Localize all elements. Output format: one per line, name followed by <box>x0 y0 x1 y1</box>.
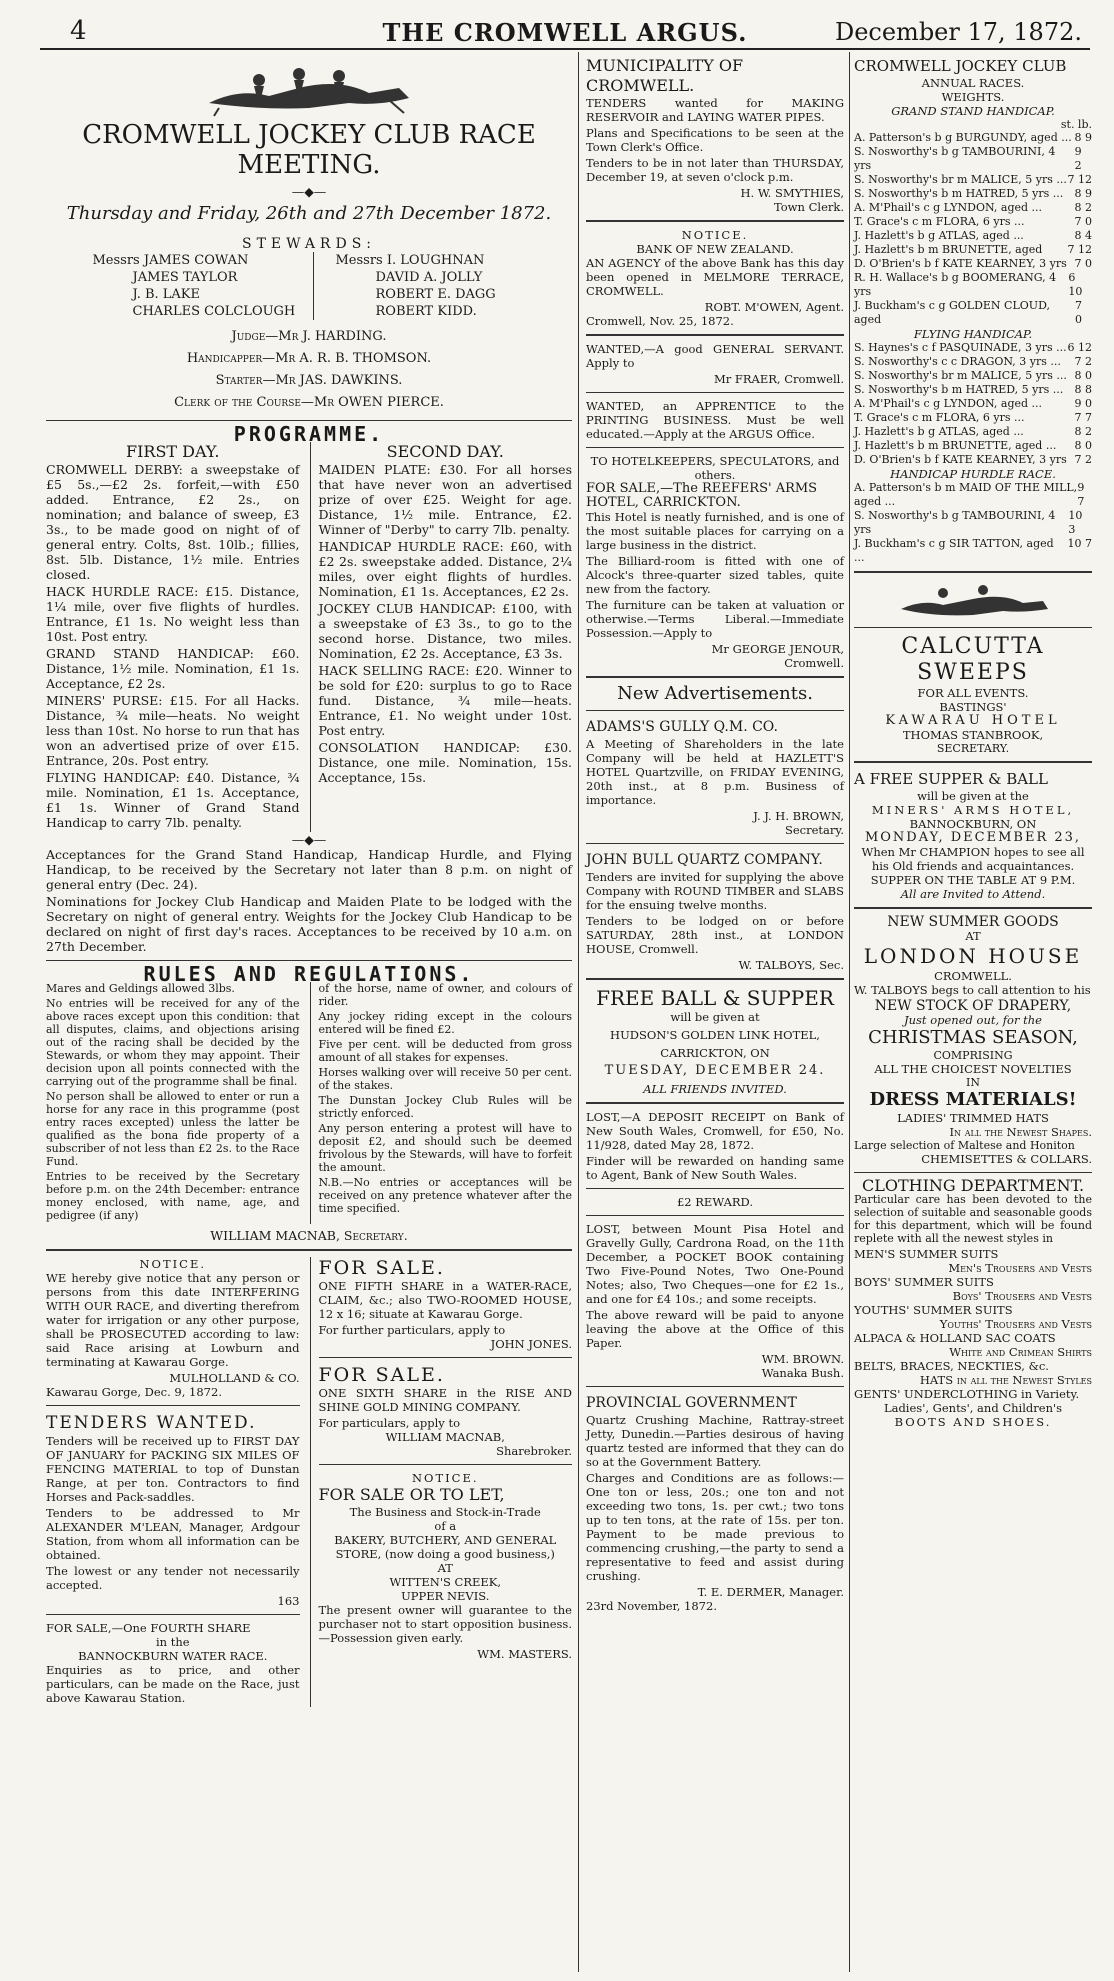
weight-value: 7 7 <box>1074 411 1092 424</box>
advertisements-column: MUNICIPALITY OF CROMWELL. TENDERS wanted for MAKING RESERVOIR and LAYING WATER PIPES. Plans and Specifications to be seen at the Town Clerk's Office. Tenders to be in not later than THURSDAY, December 19, at seven o'clock p.m. H. W. SMYTHIES, Town Clerk. NOTICE. BANK OF NEW ZEALAND. AN AGENCY of the above Bank has this day been opened in MELMORE TERRACE, CROMWELL. ROBT. M'OWEN, Agent. Cromwell, Nov. 25, 1872. WANTED,—A good GENERAL SERVANT. Apply to Mr FRAER, Cromwell. WANTED, an APPRENTICE to the PRINTING BUSINESS. Must be well educated.—Apply at the ARGUS Office. TO HOTELKEEPERS, SPECULATORS, and others. FOR SALE,—The REEFERS' ARMS HOTEL, CARRICKTON. This Hotel is neatly furnished, and is one of the most suitable places for carrying on a large business in the district. The Billiard-room is fitted with one of Alcock's three-quarter sized tables, quite new from the factory. The furniture can be taken at valuation or otherwise.—Terms Liberal.—Immediate Possession.—Apply to Mr GEORGE JENOUR, Cromwell. New Advertisements. ADAMS'S GULLY Q.M. CO. A Meeting of Shareholders in the late Company will be held at HAZLETT'S HOTEL Quartzville, on FRIDAY EVENING, 20th inst., at 8 p.m. Business of importance. J. J. H. BROWN, Secretary. JOHN BULL QUARTZ COMPANY. Tenders are invited for supplying the above Company with ROUND TIMBER and SLABS for the ensuing twelve months. Tenders to be lodged on or before SATURDAY, 28th inst., at LONDON HOUSE, Cromwell. W. TALBOYS, Sec. FREE BALL & SUPPER will be given at HUDSON'S GOLDEN LINK HOTEL, CARRICKTON, ON TUESDAY, DECEMBER 24. ALL FRIENDS INVITED. LOST,—A DEPOSIT RECEIPT on Bank of New South Wales, Cromwell, for £50, No. 11/928, dated May 28, 1872. Finder will be rewarded on handing same to Agent, Bank of New South Wales. £2 REWARD. LOST, between Mount Pisa Hotel and Gravelly Gully, Cardrona Road, on the 11th December, a POCKET BOOK containing Two Five-Pound Notes, Two One-Pound Notes; also, Two Cheques—one for £2 1s., and one for £4 10s.; and some receipts. The above reward will be paid to anyone leaving the above at the Office of this Paper. WM. BROWN. Wanaka Bush. PROVINCIAL GOVERNMENT Quartz Crushing Machine, Rattray-street Jetty, Dunedin.—Parties desirous of having quartz tested are informed that they can do so at the Government Battery. Charges and Conditions are as follows:—One ton or less, 20s.; one ton and not exceeding two tons, 1s. per cwt.; two tons up to ten tons, at the rate of 15s. per ton. Payment to be made previous to commencing crushing,—the party to send a representative to feed and assist during crushing. T. E. DERMER, Manager. 23rd November, 1872. <box>586 56 844 1613</box>
programme-heading: PROGRAMME. <box>233 422 385 446</box>
rules-heading: RULES AND REGULATIONS. <box>143 962 475 986</box>
for-sale-title: FOR SALE. <box>318 1364 445 1386</box>
sale-or-let-title: FOR SALE OR TO LET, <box>318 1485 505 1504</box>
lost-receipt: LOST,—A DEPOSIT RECEIPT on Bank of New South Wales, Cromwell, for £50, No. 11/928, dated May 28, 1872. <box>586 1110 844 1152</box>
notice-title: NOTICE. <box>139 1257 207 1271</box>
christmas-season: CHRISTMAS SEASON, <box>868 1027 1078 1048</box>
horse-entry: J. Hazlett's b m BRUNETTE, aged <box>854 243 1043 256</box>
weight-row <box>854 537 1092 565</box>
weight-value: 8 2 <box>1074 201 1092 214</box>
weight-row <box>854 509 1092 537</box>
weight-value: 7 12 <box>1067 173 1092 186</box>
weight-value: 9 7 <box>1077 481 1085 508</box>
weight-value: 8 9 <box>1074 131 1092 144</box>
weight-value: 7 12 <box>1067 243 1092 256</box>
lost-pocket-book: LOST, between Mount Pisa Hotel and Gravelly Gully, Cardrona Road, on the 11th December, a POCKET BOOK containing Two Five-Pound Notes, Two One-Pound Notes; also, Two Cheques—one for £2 1s., and one for £4 10s.; and some receipts. <box>586 1222 844 1306</box>
weight-value: 8 0 <box>1074 369 1092 382</box>
horse-entry: T. Grace's c m FLORA, 6 yrs ... <box>854 411 1025 424</box>
wanted-apprentice: WANTED, an APPRENTICE to the PRINTING BUSINESS. Must be well educated.—Apply at the ARGUS Office. <box>586 399 844 441</box>
column-rule <box>849 52 850 1972</box>
wanted-servant: WANTED,—A good GENERAL SERVANT. Apply to <box>586 342 844 370</box>
programme-days <box>46 442 572 832</box>
weight-value: 9 0 <box>1074 397 1092 410</box>
weight-value: 7 0 <box>1074 257 1092 270</box>
dress-materials: DRESS MATERIALS! <box>869 1089 1077 1110</box>
weight-value: 8 2 <box>1074 425 1092 438</box>
horse-entry: A. Patterson's b m MAID OF THE MILL, aged ... <box>854 481 1078 508</box>
race-item: CONSOLATION HANDICAP: £30. Distance, one mile. Nomination, 15s. Acceptance, 15s. <box>318 740 572 785</box>
weight-value: 8 8 <box>1074 383 1092 396</box>
horse-entry: J. Hazlett's b g ATLAS, aged ... <box>854 229 1024 242</box>
weight-row <box>854 453 1092 467</box>
issue-date: December 17, 1872. <box>834 18 1082 46</box>
bank-name: BANK OF NEW ZEALAND. <box>636 242 794 256</box>
second-day-heading: SECOND DAY. <box>386 442 504 461</box>
new-advertisements-heading: New Advertisements. <box>617 683 813 704</box>
fourth-share-title: FOR SALE,—One FOURTH SHARE <box>46 1621 251 1635</box>
weight-row <box>854 299 1092 327</box>
horse-entry: S. Nosworthy's b g TAMBOURINI, 4 yrs <box>854 509 1056 536</box>
weight-row <box>854 145 1092 173</box>
horse-entry: S. Nosworthy's b m HATRED, 5 yrs ... <box>854 187 1064 200</box>
column-rule <box>578 52 579 1972</box>
weight-value: 8 0 <box>1074 439 1092 452</box>
newspaper-title: THE CROMWELL ARGUS. <box>382 18 748 47</box>
horse-entry: J. Hazlett's b g ATLAS, aged ... <box>854 425 1024 438</box>
horse-entry: S. Haynes's c f PASQUINADE, 3 yrs ... <box>854 341 1067 354</box>
weight-row <box>854 215 1092 229</box>
race-meeting-title: CROMWELL JOCKEY CLUB RACE MEETING. <box>82 120 536 180</box>
weight-row <box>854 369 1092 383</box>
lower-ads: NOTICE. WE hereby give notice that any person or persons from this date INTERFERING WITH OUR RACE, and diverting therefrom water for irrigation or any other purpose, shall be PROSECUTED according to law: said Race arising at Lowburn and terminating at Kawarau Gorge. MULHOLLAND & CO. Kawarau Gorge, Dec. 9, 1872. TENDERS WANTED. Tenders will be received up to FIRST DAY OF JANUARY for PACKING SIX MILES OF FENCING MATERIAL to top of Dunstan Range, at per ton. Contractors to find Horses and Pack-saddles. Tenders to be addressed to Mr ALEXANDER M'LEAN, Manager, Ardgour Station, from whom all information can be obtained. The lowest or any tender not necessarily accepted. 163 FOR SALE,—One FOURTH SHARE in the BANNOCKBURN WATER RACE. Enquiries as to price, and other particulars, can be made on the Race, just above Kawarau Station. FOR SALE. ONE FIFTH SHARE in a WATER-RACE, CLAIM, &c.; also TWO-ROOMED HOUSE, 12 x 16; situate at Kawarau Gorge. For further particulars, apply to JOHN JONES. FOR SALE. ONE SIXTH SHARE in the RISE AND SHINE GOLD MINING COMPANY. For particulars, apply to WILLIAM MACNAB, Sharebroker. NOTICE. FOR SALE OR TO LET, The Business and Stock-in-Trade of a BAKERY, BUTCHERY, AND GENERAL STORE, (now doing a good business,) AT WITTEN'S CREEK, UPPER NEVIS. The present owner will guarantee to the purchaser not to start opposition business.—Possession given early. WM. MASTERS. <box>46 1257 572 1705</box>
stewards-list: Messrs JAMES COWAN JAMES TAYLOR J. B. LAKE CHARLES COLCLOUGH Messrs I. LOUGHNAN DAVID A. JOLLY ROBERT E. DAGG ROBERT KIDD. <box>46 252 572 320</box>
weight-row <box>854 355 1092 369</box>
horse-entry: A. M'Phail's c g LYNDON, aged ... <box>854 397 1043 410</box>
calcutta-title: CALCUTTA SWEEPS <box>901 634 1045 685</box>
weights-and-drapery-column: CROMWELL JOCKEY CLUB ANNUAL RACES. WEIGHTS. GRAND STAND HANDICAP. st. lb. A. Patterson's b g BURGUNDY, aged ... 8 9 S. Nosworthy's b g TAMBOURINI, 4 yrs 9 2 S. Nosworthy's br m MALICE, 5 yrs ... 7 12 S. Nosworthy's b m HATRED, 5 yrs ... 8 9 A. M'Phail's c g LYNDON, aged ... 8 2 T. Grace's c m FLORA, 6 yrs ... 7 0 J. Hazlett's b g ATLAS, aged ... 8 4 J. Hazlett's b m BRUNETTE, aged 7 12 D. O'Brien's b f KATE KEARNEY, 3 yrs 7 0 R. H. Wallace's b g BOOMERANG, 4 yrs 6 10 J. Buckham's c g GOLDEN CLOUD, aged 7 0 FLYING HANDICAP. S. Haynes's c f PASQUINADE, 3 yrs ... 6 12 S. Nosworthy's c c DRAGON, 3 yrs ... 7 2 S. Nosworthy's br m MALICE, 5 yrs ... 8 0 S. Nosworthy's b m HATRED, 5 yrs ... 8 8 A. M'Phail's c g LYNDON, aged ... 9 0 T. Grace's c m FLORA, 6 yrs ... 7 7 J. Hazlett's b g ATLAS, aged ... 8 2 J. Hazlett's b m BRUNETTE, aged ... 8 0 D. O'Brien's b f KATE KEARNEY, 3 yrs 7 2 HANDICAP HURDLE RACE. A. Patterson's b m MAID OF THE MILL, aged ... 9 7 S. Nosworthy's b g TAMBOURINI, 4 yrs 10 3 J. Buckham's c g SIR TATTON, aged ... 10 7 CALCUTTA SWEEPS FOR ALL EVENTS. BASTINGS' KAWARAU HOTEL THOMAS STANBROOK, SECRETARY. A FREE SUPPER & BALL will be given at the MINERS' ARMS HOTEL, BANNOCKBURN, ON MONDAY, DECEMBER 23, When Mr CHAMPION hopes to see all his Old friends and acquaintances. SUPPER ON THE TABLE AT 9 P.M. All are Invited to Attend. NEW SUMMER GOODS AT LONDON HOUSE CROMWELL. W. TALBOYS begs to call attention to his NEW STOCK OF DRAPERY, Just opened out, for the CHRISTMAS SEASON, COMPRISING ALL THE CHOICEST NOVELTIES IN DRESS MATERIALS! LADIES' TRIMMED HATS In all the Newest Shapes. Large selection of Maltese and Honiton CHEMISETTES & COLLARS. CLOTHING DEPARTMENT. Particular care has been devoted to the selection of suitable and seasonable goods for this department, which will be found replete with all the newest styles in MEN'S SUMMER SUITS Men's Trousers and Vests BOYS' SUMMER SUITS Boys' Trousers and Vests YOUTHS' SUMMER SUITS Youths' Trousers and Vests ALPACA & HOLLAND SAC COATS White and Crimean Shirts BELTS, BRACES, NECKTIES, &c. HATS in all the Newest Styles GENTS' UNDERCLOTHING in Variety. Ladies', Gents', and Children's BOOTS AND SHOES. <box>854 57 1093 1429</box>
weight-row <box>854 397 1092 411</box>
weight-row <box>854 229 1092 243</box>
weight-value: 9 2 <box>1074 145 1082 172</box>
horse-entry: D. O'Brien's b f KATE KEARNEY, 3 yrs <box>854 257 1067 270</box>
race-item: HACK HURDLE RACE: £15. Distance, 1¼ mile, over five flights of hurdles. Entrance, £1 1s. No weight less than 10st. Post entry. <box>46 584 300 644</box>
weight-row <box>854 131 1092 145</box>
weight-value: 10 7 <box>1067 537 1093 550</box>
race-officials: Judge—Mr J. HARDING. Handicapper—Mr A. R. B. THOMSON. Starter—Mr JAS. DAWKINS. Clerk of the Course—Mr OWEN PIERCE. <box>174 329 444 410</box>
stewards-heading: STEWARDS: <box>241 236 377 252</box>
hotel-for-sale-title: FOR SALE,—The REEFERS' ARMS HOTEL, CARRICKTON. <box>586 481 818 510</box>
race-item: GRAND STAND HANDICAP: £60. Distance, 1½ mile. Nomination, £1 1s. Acceptance, £2 2s. <box>46 646 300 691</box>
weight-value: 7 0 <box>1074 215 1092 228</box>
grand-stand-heading: GRAND STAND HANDICAP. <box>891 104 1055 118</box>
free-ball-title: FREE BALL & SUPPER <box>596 986 834 1010</box>
rules-columns: Mares and Geldings allowed 3lbs. No entries will be received for any of the above races except upon this condition: that all disputes, claims, and objections arising out of the racing shall be decided by the Stewards, or whom they may appoint. Their decision upon all points connected with the carrying out of the programme shall be final. No person shall be allowed to enter or run a horse for any race in this programme (post entry races excepted) unless the latter be qualified as the bona fide property of a subscriber of not less than £2 2s. to the Race Fund. Entries to be received by the Secretary before p.m. on the 24th December: entrance money enclosed, with name, age, and pedigree (if any) of the horse, name of owner, and colours of rider. Any jockey riding except in the colours entered will be fined £2. Five per cent. will be deducted from gross amount of all stakes for expenses. Horses walking over will receive 50 per cent. of the stakes. The Dunstan Jockey Club Rules will be strictly enforced. Any person entering a protest will have to deposit £2, and should such be deemed frivolous by the Stewards, will have to forfeit the amount. N.B.—No entries or acceptances will be received on any pretence whatever after the time specified. <box>46 982 572 1222</box>
hurdle-heading: HANDICAP HURDLE RACE. <box>890 467 1056 481</box>
horse-entry: J. Hazlett's b m BRUNETTE, aged ... <box>854 439 1057 452</box>
weight-row <box>854 481 1092 509</box>
free-supper-title: A FREE SUPPER & BALL <box>854 770 1048 788</box>
weight-row <box>854 173 1092 187</box>
acceptances-note: Acceptances for the Grand Stand Handicap, Handicap Hurdle, and Flying Handicap, to be received by the Secretary not later than 8 p.m. on night of general entry (Dec. 24). <box>46 847 572 892</box>
race-meeting-column: CROMWELL JOCKEY CLUB RACE MEETING. —◆— Thursday and Friday, 26th and 27th December 1872. STEWARDS: Messrs JAMES COWAN JAMES TAYLOR J. B. LAKE CHARLES COLCLOUGH Messrs I. LOUGHNAN DAVID A. JOLLY ROBERT E. DAGG ROBERT KIDD. Judge—Mr J. HARDING. Handicapper—Mr A. R. B. THOMSON. Starter—Mr JAS. DAWKINS. Clerk of the Course—Mr OWEN PIERCE. PROGRAMME. FIRST DAY. CROMWELL DERBY: a sweepstake of £5 5s.,—£2 2s. forfeit,—with £50 added. Entrance, £2 2s., on nomination; and balance of sweep, £3 3s., to be made good on night of of general entry. Colts, 8st. 10lb.; fillies, 8st. 5lb. Distance, 1½ mile. Entries closed. HACK HURDLE RACE: £15. Distance, 1¼ mile, over five flights of hurdles. Entrance, £1 1s. No weight less than 10st. Post entry. GRAND STAND HANDICAP: £60. Distance, 1½ mile. Nomination, £1 1s. Acceptance, £2 2s. MINERS' PURSE: £15. For all Hacks. Distance, ¾ mile—heats. No weight less than 10st. No horse to run that has won an advertised prize of over £15. Entrance, 20s. Post entry. FLYING HANDICAP: £40. Distance, ¾ mile. Nomination, £1 1s. Acceptance, £1 1s. Winner of Grand Stand Handicap to carry 7lb. penalty. SECOND DAY. MAIDEN PLATE: £30. For all horses that have never won an advertised prize of over £25. Weight for age. Distance, 1½ mile. Entrance, £2. Winner of "Derby" to carry 7lb. penalty. HANDICAP HURDLE RACE: £60, with £2 2s. sweepstake added. Distance, 2¼ miles, over eight flights of hurdles. Nomination, £1 1s. Acceptances, £2 2s. JOCKEY CLUB HANDICAP: £100, with a sweepstake of £3 3s., to go to the second horse. Distance, two miles. Nomination, £2 2s. Acceptance, £3 3s. HACK SELLING RACE: £20. Winner to be sold for £20: surplus to go to Race fund. Distance, ¾ mile—heats. Entrance, £1. No weight under 10st. Post entry. CONSOLATION HANDICAP: £30. Distance, one mile. Nomination, 15s. Acceptance, 15s. —◆— Acceptances for the Grand Stand Handicap, Handicap Hurdle, and Flying Handicap, to be received by the Secretary not later than 8 p.m. on night of general entry (Dec. 24). Nominations for Jockey Club Handicap and Maiden Plate to be lodged with the Secretary on night of general entry. Weights for the Jockey Club Handicap to be declared on night of first day's races. Acceptances to be received by 10 a.m. on 27th December. RULES AND REGULATIONS. Mares and Geldings allowed 3lbs. No entries will be received for any of the above races except upon this condition: that all disputes, claims, and objections arising out of the racing shall be decided by the Stewards, or whom they may appoint. Their decision upon all points connected with the carrying out of the programme shall be final. No person shall be allowed to enter or run a horse for any race in this programme (post entry races excepted) unless the latter be qualified as the bona fide property of a subscriber of not less than £2 2s. to the Race Fund. Entries to be received by the Secretary before p.m. on the 24th December: entrance money enclosed, with name, age, and pedigree (if any) of the horse, name of owner, and colours of rider. Any jockey riding except in the colours entered will be fined £2. Five per cent. will be deducted from gross amount of all stakes for expenses. Horses walking over will receive 50 per cent. of the stakes. The Dunstan Jockey Club Rules will be strictly enforced. Any person entering a protest will have to deposit £2, and should such be deemed frivolous by the Stewards, will have to forfeit the amount. N.B.—No entries or acceptances will be received on any pretence whatever after the time specified. WILLIAM MACNAB, Secretary. NOTICE. WE hereby give notice that any person or persons from this date INTERFERING WITH OUR RACE, and diverting therefrom water for irrigation or any other purpose, shall be PROSECUTED according to law: said Race arising at Lowburn and terminating at Kawarau Gorge. MULHOLLAND & CO. Kawarau Gorge, Dec. 9, 1872. TENDERS WANTED. Tenders will be received up to FIRST DAY OF JANUARY for PACKING SIX MILES OF FENCING MATERIAL to top of Dunstan Range, at per ton. Contractors to find Horses and Pack-saddles. Tenders to be addressed to Mr ALEXANDER M'LEAN, Manager, Ardgour Station, from whom all information can be obtained. The lowest or any tender not necessarily accepted. 163 FOR SALE,—One FOURTH SHARE in the BANNOCKBURN WATER RACE. Enquiries as to price, and other particulars, can be made on the Race, just above Kawarau Station. FOR SALE. ONE FIFTH SHARE in a WATER-RACE, CLAIM, &c.; also TWO-ROOMED HOUSE, 12 x 16; situate at Kawarau Gorge. For further particulars, apply to JOHN JONES. FOR SALE. ONE SIXTH SHARE in the RISE AND SHINE GOLD MINING COMPANY. For particulars, apply to WILLIAM MACNAB, Sharebroker. NOTICE. FOR SALE OR TO LET, The Business and Stock-in-Trade of a BAKERY, BUTCHERY, AND GENERAL STORE, (now doing a good business,) AT WITTEN'S CREEK, UPPER NEVIS. The present owner will guarantee to the purchaser not to start opposition business.—Possession given early. WM. MASTERS. <box>46 56 572 1707</box>
weight-value: 7 0 <box>1074 299 1082 326</box>
hurdle-weights <box>854 481 1092 565</box>
weight-value: 8 9 <box>1074 187 1092 200</box>
weight-value: 7 2 <box>1074 453 1092 466</box>
horse-entry: S. Nosworthy's b g TAMBOURINI, 4 yrs <box>854 145 1056 172</box>
nominations-note: Nominations for Jockey Club Handicap and Maiden Plate to be lodged with the Secretary on night of general entry. Weights for the Jockey Club Handicap to be declared on night of first day's races. Acceptances to be received by 10 a.m. on 27th December. <box>46 894 572 954</box>
weight-row <box>854 243 1092 257</box>
horse-entry: J. Buckham's c g GOLDEN CLOUD, aged <box>854 299 1050 326</box>
provincial-government-title: PROVINCIAL GOVERNMENT <box>586 1395 797 1411</box>
horse-entry: A. M'Phail's c g LYNDON, aged ... <box>854 201 1043 214</box>
flying-heading: FLYING HANDICAP. <box>913 327 1033 341</box>
horse-entry: J. Buckham's c g SIR TATTON, aged ... <box>854 537 1054 564</box>
racehorse-engraving <box>893 579 1053 621</box>
weight-row <box>854 411 1092 425</box>
horse-entry: S. Nosworthy's c c DRAGON, 3 yrs ... <box>854 355 1061 368</box>
horse-entry: S. Nosworthy's br m MALICE, 5 yrs ... <box>854 369 1067 382</box>
horse-entry: S. Nosworthy's b m HATRED, 5 yrs ... <box>854 383 1064 396</box>
notice-body: WE hereby give notice that any person or persons from this date INTERFERING WITH OUR RACE, and diverting therefrom water for irrigation or any other purpose, shall be PROSECUTED according to law: said Race arising at Lowburn and terminating at Kawarau Gorge. <box>46 1271 300 1369</box>
page-number: 4 <box>70 16 87 46</box>
weight-value: 10 3 <box>1068 509 1083 536</box>
horse-entry: S. Nosworthy's br m MALICE, 5 yrs ... <box>854 173 1067 186</box>
race-item: CROMWELL DERBY: a sweepstake of £5 5s.,—£2 2s. forfeit,—with £50 added. Entrance, £2 2s., on nomination; and balance of sweep, £3 3s., to be made good on night of of general entry. Colts, 8st. 10lb.; fillies, 8st. 5lb. Distance, 1½ mile. Entries closed. <box>46 462 300 582</box>
weight-value: 7 2 <box>1074 355 1092 368</box>
jockey-club-title: CROMWELL JOCKEY CLUB <box>854 57 1067 75</box>
summer-goods-title: NEW SUMMER GOODS <box>887 914 1059 930</box>
weight-row <box>854 341 1092 355</box>
race-item: FLYING HANDICAP: £40. Distance, ¾ mile. Nomination, £1 1s. Acceptance, £1 1s. Winner of Grand Stand Handicap to carry 7lb. penalty. <box>46 770 300 830</box>
horse-entry: R. H. Wallace's b g BOOMERANG, 4 yrs <box>854 271 1057 298</box>
grand-stand-weights <box>854 131 1092 327</box>
weight-value: 6 12 <box>1067 341 1092 354</box>
weight-row <box>854 439 1092 453</box>
tenders-title: TENDERS WANTED. <box>46 1413 257 1433</box>
race-item: HANDICAP HURDLE RACE: £60, with £2 2s. sweepstake added. Distance, 2¼ miles, over eight flights of hurdles. Nomination, £1 1s. Acceptances, £2 2s. <box>318 539 572 599</box>
for-sale-title: FOR SALE. <box>318 1257 445 1279</box>
london-house: LONDON HOUSE <box>863 944 1083 968</box>
race-item: JOCKEY CLUB HANDICAP: £100, with a sweepstake of £3 3s., to go to the second horse. Distance, two miles. Nomination, £2 2s. Acceptance, £3 3s. <box>318 601 572 661</box>
weight-row <box>854 425 1092 439</box>
horse-entry: A. Patterson's b g BURGUNDY, aged ... <box>854 131 1072 144</box>
weight-row <box>854 271 1092 299</box>
john-bull-title: JOHN BULL QUARTZ COMPANY. <box>586 852 823 868</box>
first-day-heading: FIRST DAY. <box>125 442 220 461</box>
clothing-department-title: CLOTHING DEPARTMENT. <box>861 1176 1085 1195</box>
secretary-signature: WILLIAM MACNAB, Secretary. <box>210 1228 408 1243</box>
masthead <box>40 14 1090 50</box>
horse-entry: D. O'Brien's b f KATE KEARNEY, 3 yrs <box>854 453 1067 466</box>
weight-value: 8 4 <box>1074 229 1092 242</box>
race-item: HACK SELLING RACE: £20. Winner to be sold for £20: surplus to go to Race fund. Distance, ¾ mile—heats. Entrance, £1. No weight under 10st. Post entry. <box>318 663 572 738</box>
weight-row <box>854 383 1092 397</box>
weight-row <box>854 187 1092 201</box>
reward-heading: £2 REWARD. <box>676 1195 754 1209</box>
horse-entry: T. Grace's c m FLORA, 6 yrs ... <box>854 215 1025 228</box>
municipality-title: MUNICIPALITY OF CROMWELL. <box>586 56 744 95</box>
flying-weights <box>854 341 1092 467</box>
racehorse-engraving <box>199 58 419 118</box>
race-item: MAIDEN PLATE: £30. For all horses that have never won an advertised prize of over £25. Weight for age. Distance, 1½ mile. Entrance, £2. Winner of "Derby" to carry 7lb. penalty. <box>318 462 572 537</box>
race-item: MINERS' PURSE: £15. For all Hacks. Distance, ¾ mile—heats. No weight less than 10st. No horse to run that has won an advertised prize of over £15. Entrance, 20s. Post entry. <box>46 693 300 768</box>
adams-gully-title: ADAMS'S GULLY Q.M. CO. <box>586 719 778 735</box>
weight-value: 6 10 <box>1068 271 1083 298</box>
weight-row <box>854 257 1092 271</box>
weight-row <box>854 201 1092 215</box>
race-dates: Thursday and Friday, 26th and 27th December 1872. <box>66 203 552 224</box>
